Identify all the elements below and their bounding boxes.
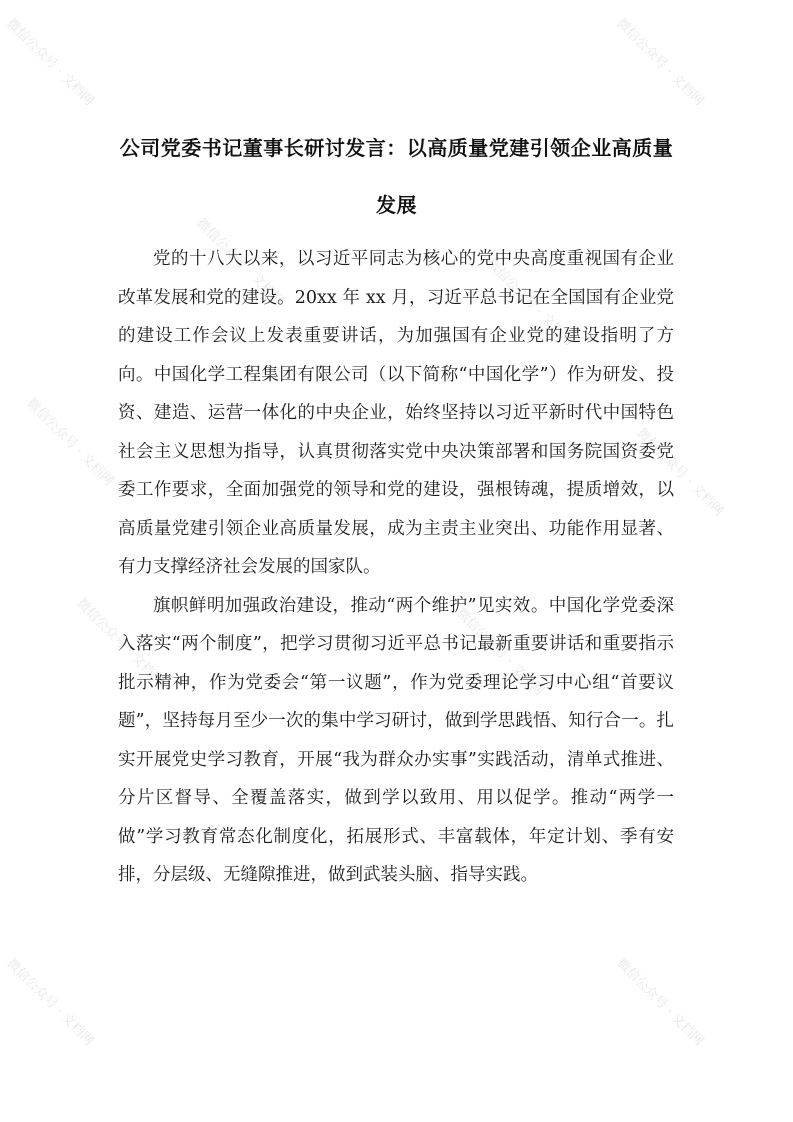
document-body bbox=[118, 240, 674, 895]
watermark: 微信公众号 · 文档网 bbox=[3, 955, 97, 1049]
watermark: 微信公众号 · 文档网 bbox=[613, 955, 707, 1049]
watermark: 微信公众号 · 文档网 bbox=[483, 255, 577, 349]
watermark: 微信公众号 · 文档网 bbox=[633, 425, 727, 519]
paragraph: 党的十八大以来，以习近平同志为核心的党中央高度重视国有企业改革发展和党的建设。20xx 年 xx 月，习近平总书记在全国国有企业党的建设工作会议上发表重要讲话，为加强国有企业党的建设指明了方向。中国化学工程集团有限公司（以下简称“中国化学”）作为研发、投资、建造、运营一体化的中央企业，始终坚持以习近平新时代中国特色社会主义思想为指导，认真贯彻落实党中央决策部署和国务院国资委党委工作要求，全面加强党的领导和党的建设，强根铸魂，提质增效，以高质量党建引领企业高质量发展，成为主责主业突出、功能作用显著、有力支撑经济社会发展的国家队。 bbox=[118, 249, 674, 577]
paragraph: 旗帜鲜明加强政治建设，推动“两个维护”见实效。中国化学党委深入落实“两个制度”，把学习贯彻习近平总书记最新重要讲话和重要指示批示精神，作为党委会“第一议题”，作为党委理论学习中心组“首要议题”，坚持每月至少一次的集中学习研讨，做到学思践悟、知行合一。扎实开展党史学习教育，开展“我为群众办实事”实践活动，清单式推进、分片区督导、全覆盖落实，做到学以致用、用以促学。推动“两学一做”学习教育常态化制度化，拓展形式、丰富载体，年定计划、季有安排，分层级、无缝隙推进，做到武装头脑、指导实践。 bbox=[118, 595, 674, 885]
watermark: 微信公众号 · 文档网 bbox=[193, 215, 287, 309]
watermark: 微信公众号 · 文档网 bbox=[613, 15, 707, 109]
watermark: 微信公众号 · 文档网 bbox=[3, 15, 97, 109]
watermark: 微信公众号 · 文档网 bbox=[73, 595, 167, 689]
watermark: 微信公众号 · 文档网 bbox=[453, 605, 547, 699]
page-title: 公司党委书记董事长研讨发言：以高质量党建引领企业高质量发展 bbox=[119, 136, 674, 217]
watermark: 微信公众号 · 文档网 bbox=[23, 395, 117, 489]
